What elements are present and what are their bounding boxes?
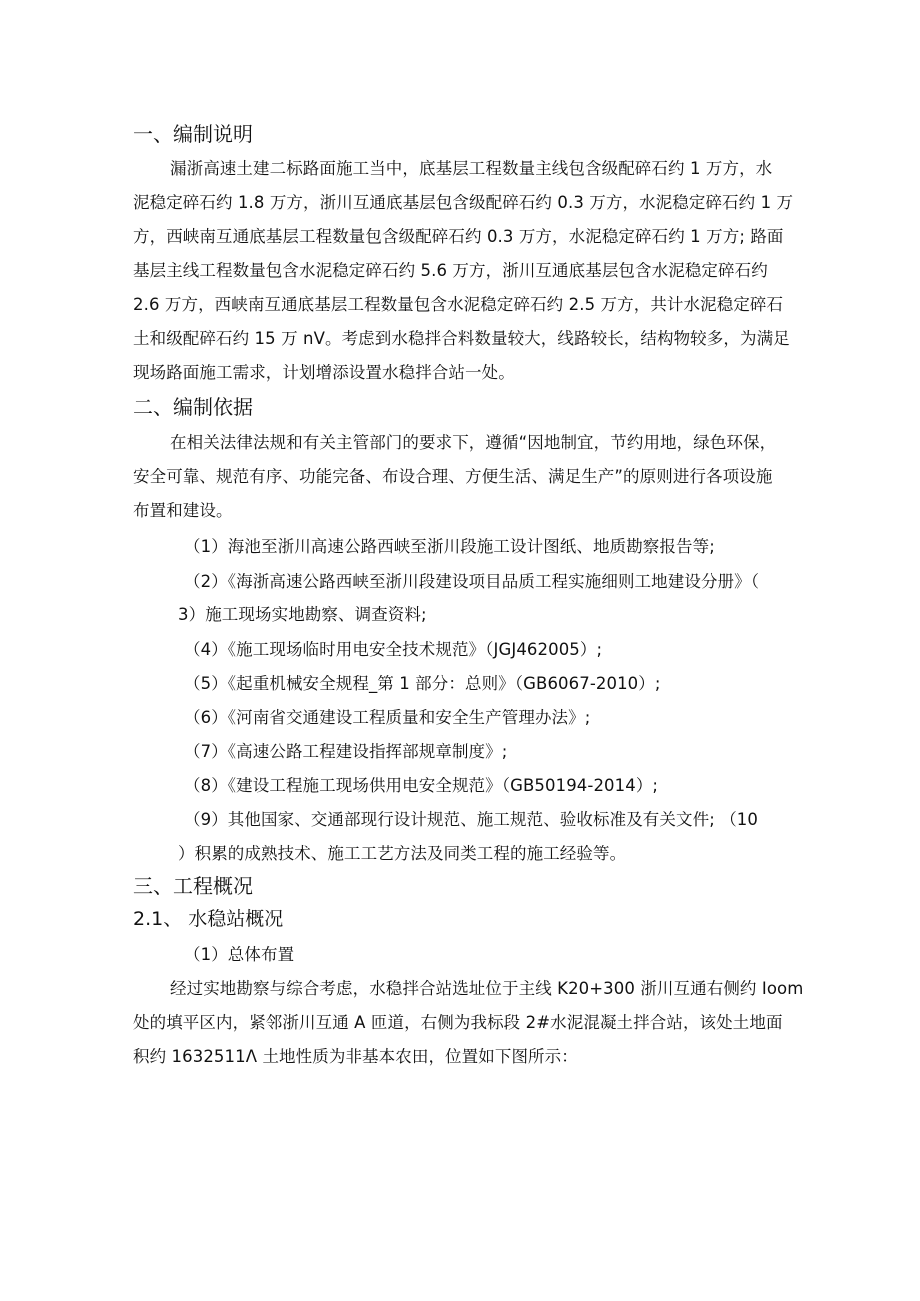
s1-line-4: 基层主线工程数量包含水泥稳定碎石约 5.6 万方，浙川互通底基层包含水泥稳定碎石约 [133,261,768,280]
reference-item-7: （7）《高速公路工程建设指挥部规章制度》; [184,742,508,761]
sub-heading-2-1: 2.1、 水稳站概况 [133,908,284,930]
s1-line-2: 泥稳定碎石约 1.8 万方，浙川互通底基层包含级配碎石约 0.3 万方，水泥稳定碎石约 1 万 [133,193,794,212]
reference-item-2: （2）《海浙高速公路西峡至浙川段建设项目品质工程实施细则工地建设分册》（ [184,572,760,591]
reference-item-1: （1）海池至浙川高速公路西峡至浙川段施工设计图纸、地质勘察报告等; [184,537,715,556]
reference-item-4: （4）《施工现场临时用电安全技术规范》（JGJ462005）; [184,640,603,659]
s1-line-7: 现场路面施工需求，计划增添设置水稳拌合站一处。 [133,363,515,382]
reference-item-6: （6）《河南省交通建设工程质量和安全生产管理办法》; [184,708,591,727]
reference-item-9: （9）其他国家、交通部现行设计规范、施工规范、验收标准及有关文件; （10 [184,810,758,829]
section-heading-1: 一、编制说明 [133,122,253,146]
reference-item-5: （5）《起重机械安全规程_第 1 部分：总则》（GB6067-2010）; [184,674,661,693]
s1-line-1: 漏浙高速土建二标路面施工当中，底基层工程数量主线包含级配碎石约 1 万方，水 [170,159,773,178]
s1-line-3: 方，西峡南互通底基层工程数量包含级配碎石约 0.3 万方，水泥稳定碎石约 1 万方; 路面 [133,227,784,246]
section-heading-2: 二、编制依据 [133,395,253,419]
reference-item-8: （8）《建设工程施工现场供用电安全规范》（GB50194-2014）; [184,776,659,795]
s1-line-6: 土和级配碎石约 15 万 nV。考虑到水稳拌合料数量较大，线路较长，结构物较多，为满足 [133,329,790,348]
s3-line-3: 积约 1632511Λ 土地性质为非基本农田，位置如下图所示： [133,1047,578,1066]
reference-item-3: 3）施工现场实地勘察、调查资料; [178,605,427,624]
s3-line-2: 处的填平区内，紧邻浙川互通 A 匝道，右侧为我标段 2#水泥混凝土拌合站，该处土地面 [133,1013,783,1032]
s1-line-5: 2.6 万方，西峡南互通底基层工程数量包含水泥稳定碎石约 2.5 万方，共计水泥稳定碎石 [133,295,784,314]
s2-line-3: 布置和建设。 [133,501,233,520]
reference-item-10: ）积累的成熟技术、施工工艺方法及同类工程的施工经验等。 [178,844,627,863]
s3-line-1: 经过实地勘察与综合考虑，水稳拌合站选址位于主线 K20+300 浙川互通右侧约 Ioom [170,979,804,998]
layout-item: （1）总体布置 [184,945,295,964]
s2-line-2: 安全可靠、规范有序、功能完备、布设合理、方便生活、满足生产”的原则进行各项设施 [133,467,773,486]
section-heading-3: 三、工程概况 [133,874,253,898]
s2-line-1: 在相关法律法规和有关主管部门的要求下，遵循“因地制宜，节约用地，绿色环保， [170,433,777,452]
